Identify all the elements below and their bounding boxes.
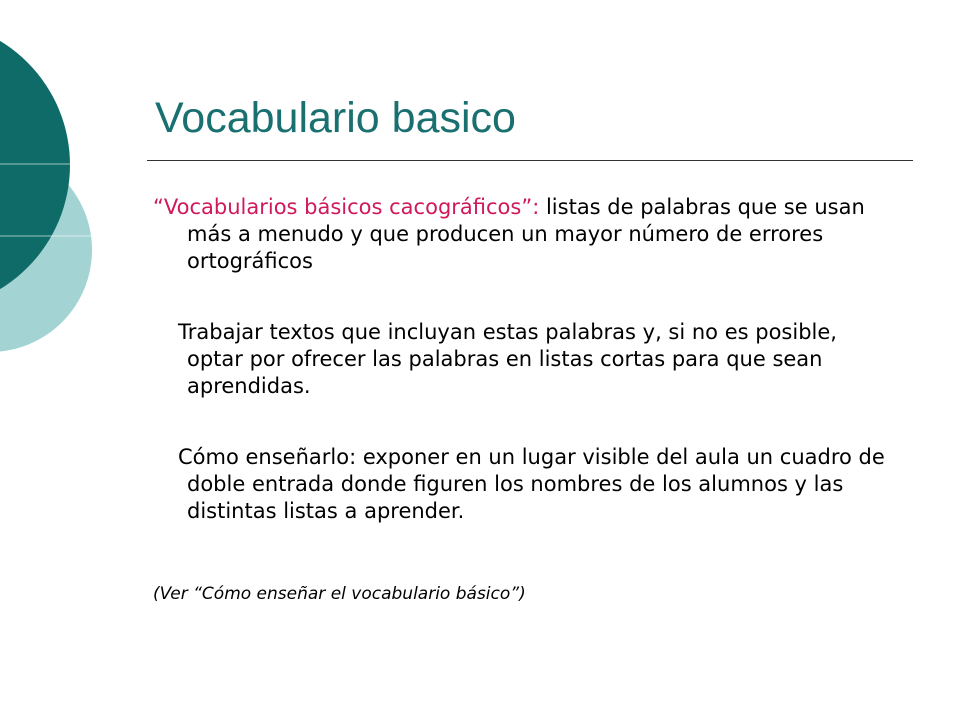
definition-text: listas de palabras que se usan más a menudo y que producen un mayor número de errores ortográficos — [187, 195, 865, 273]
slide-body — [153, 194, 893, 525]
paragraph-definition — [153, 194, 893, 275]
paragraph-work-texts: Trabajar textos que incluyan estas palabras y, si no es posible, optar por ofrecer las palabras en listas cortas para que sean aprendidas. — [178, 320, 837, 398]
slide-title: Vocabulario basico — [155, 94, 516, 142]
decorative-circles — [0, 0, 140, 720]
reference-note: (Ver “Cómo enseñar el vocabulario básico”) — [153, 584, 526, 604]
title-divider — [147, 160, 913, 161]
highlighted-term: “Vocabularios básicos cacográficos”: — [153, 195, 540, 219]
paragraph-how-to-teach: Cómo enseñarlo: exponer en un lugar visible del aula un cuadro de doble entrada donde figuren los nombres de los alumnos y las distintas listas a aprender. — [178, 445, 885, 523]
